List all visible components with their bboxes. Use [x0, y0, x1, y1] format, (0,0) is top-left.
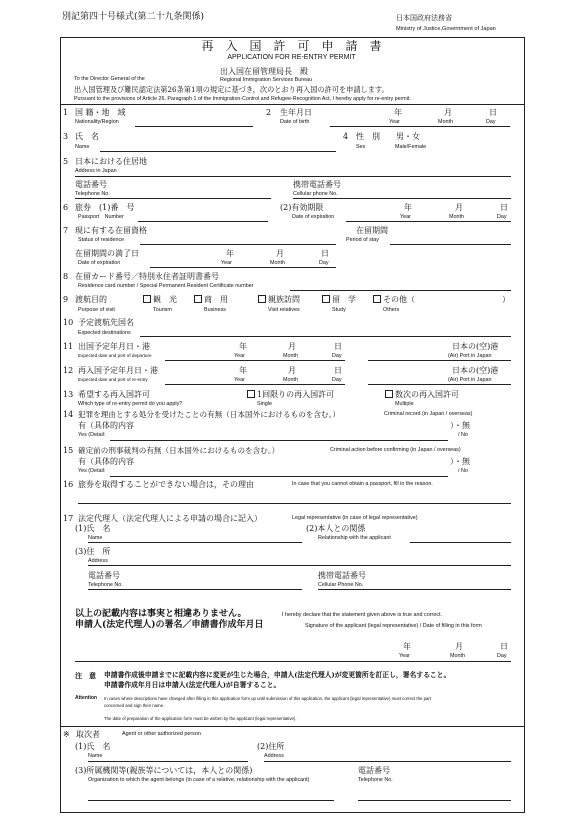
departure-port-input[interactable]	[368, 360, 511, 361]
departure-date-input[interactable]	[165, 360, 345, 361]
departure-label: 出国予定年月日・港	[78, 342, 150, 351]
legal-rep-relation-label: (2)本人との関係	[306, 524, 366, 533]
field-number: 1	[63, 108, 69, 117]
day-unit: 日	[489, 108, 497, 117]
field-number: 14	[63, 410, 74, 419]
legal-rep-address-label-en: Address	[88, 558, 108, 564]
legal-rep-tel-label: 電話番号	[88, 571, 120, 580]
passport-number-input[interactable]	[138, 221, 268, 222]
purpose-other-close: ）	[502, 295, 510, 304]
destination-label-en: Expected destinations	[78, 330, 131, 336]
agent-org-label-en: Organization to which the agent belongs (in case of a relative, relationship with the applicant)	[88, 777, 310, 783]
legal-rep-tel-input[interactable]	[88, 589, 302, 590]
year-unit-en: Year	[389, 119, 400, 125]
passport-number-label: 旅券 (1)番 号	[75, 203, 135, 212]
cellphone-input[interactable]	[293, 198, 511, 199]
intro-jp: 出入国管理及び難民認定法第26条第1項の規定に基づき，次のとおり再入国の許可を申請します。	[74, 85, 389, 94]
purpose-relatives-checkbox[interactable]: 親族訪問	[258, 295, 300, 304]
purpose-relatives-en: Visit relatives	[268, 307, 300, 313]
passport-expiry-label-en: Date of expiration	[292, 214, 335, 220]
month-unit: 月	[288, 342, 296, 351]
telephone-label-en: Telephone No.	[75, 191, 110, 197]
sex-options-en: Male/Female	[395, 144, 427, 150]
agent-tel-label-en: Telephone No.	[358, 777, 393, 783]
title-jp: 再 入 国 許 可 申 請 書	[201, 39, 382, 53]
single-permit-en: Single	[257, 401, 272, 407]
period-label: 在留期間	[356, 226, 388, 235]
pending-trial-label-en: Criminal action before confirming (in Japan / overseas)	[330, 447, 461, 453]
purpose-other-checkbox[interactable]: その他（	[373, 295, 415, 304]
legal-rep-name-label: (1)氏 名	[75, 524, 111, 533]
pending-trial-yes[interactable]: 有（具体的内容	[78, 457, 134, 466]
no-passport-reason-label-en: In case that you cannot obtain a passport, fill in the reason.	[292, 481, 433, 487]
reentry-date-input[interactable]	[165, 384, 345, 385]
reentry-port-label-en: (Air) Port in Japan	[448, 377, 492, 383]
purpose-study-en: Study	[332, 307, 346, 313]
pending-trial-label: 確定前の刑事裁判の有無（日本国外におけるものを含む。）	[78, 446, 280, 455]
destination-input[interactable]	[140, 336, 511, 337]
year-unit: 年	[239, 342, 247, 351]
day-unit-en: Day	[497, 214, 507, 220]
reentry-port-input[interactable]	[368, 384, 511, 385]
pending-trial-detail-input[interactable]	[110, 476, 448, 477]
field-number: 15	[63, 446, 74, 455]
field-number: 11	[63, 342, 74, 351]
passport-expiry-label: (2)有効期限	[280, 203, 324, 212]
field-number: 12	[63, 366, 74, 375]
permit-type-label-en: Which type of re-entry permit do you apply?	[78, 401, 183, 407]
telephone-input[interactable]	[75, 198, 271, 199]
pending-trial-yes-en: Yes (Detail:	[78, 468, 106, 474]
form-number: 別記第四十号様式(第二十九条関係)	[62, 12, 205, 22]
cellphone-label-en: Cellular phone No.	[293, 191, 338, 197]
address-label-en: Address in Japan	[75, 168, 117, 174]
field-number: 16	[63, 480, 74, 489]
criminal-record-label: 犯罪を理由とする処分を受けたことの有無（日本国外におけるものを含む。）	[78, 410, 340, 419]
name-label-en: Name	[75, 144, 90, 150]
field-number: 8	[63, 272, 69, 281]
legal-rep-address-label: (3)住 所	[75, 547, 111, 556]
agent-name-label: (1)氏 名	[75, 742, 111, 751]
passport-expiry-input[interactable]	[346, 221, 511, 222]
departure-port-label-en: (Air) Port in Japan	[448, 353, 492, 359]
criminal-record-yes[interactable]: 有（具体的内容	[78, 421, 134, 430]
month-unit: 月	[276, 249, 284, 258]
multiple-permit-checkbox[interactable]: 数次の再入国許可	[385, 390, 459, 399]
year-unit: 年	[226, 249, 234, 258]
day-unit: 日	[500, 642, 508, 651]
month-unit-en: Month	[450, 653, 465, 659]
day-unit-en: Day	[332, 353, 342, 359]
no-passport-reason-label: 旅券を取得することができない場合は，その理由	[78, 480, 254, 489]
year-unit-en: Year	[400, 214, 411, 220]
legal-rep-cell-label: 携帯電話番号	[318, 571, 366, 580]
legal-rep-label: 法定代理人（法定代理人による申請の場合に記入）	[78, 514, 262, 523]
criminal-record-detail-input[interactable]	[110, 440, 448, 441]
birthdate-input[interactable]	[330, 126, 510, 127]
day-unit-en: Day	[319, 260, 329, 266]
declaration-jp: 以上の記載内容は事実と相違ありません。	[75, 609, 247, 619]
day-unit: 日	[321, 249, 329, 258]
agent-mark: ※	[63, 730, 70, 739]
residence-card-label: 在留カード番号／特別永住者証明書番号	[75, 272, 219, 281]
legal-rep-name-label-en: Name	[88, 535, 103, 541]
legal-rep-cell-label-en: Cellular Phone No.	[318, 582, 364, 588]
criminal-record-no-en: / No	[458, 432, 468, 438]
legal-rep-name-input[interactable]	[88, 542, 302, 543]
legal-rep-address-input[interactable]	[88, 565, 511, 566]
agent-org-label: (3)所属機関等(親族等については，本人との関係)	[75, 766, 253, 775]
agent-label-en: Agent or other authorized person	[122, 731, 201, 737]
agent-name-input[interactable]	[88, 761, 248, 762]
period-input[interactable]	[390, 244, 511, 245]
day-unit: 日	[500, 203, 508, 212]
day-unit-en: Day	[486, 119, 496, 125]
addressee-jp: 出入国在留管理局長 殿	[220, 67, 308, 76]
notice-jp-1: 申請書作成後申請までに記載内容に変更が生じた場合，申請人(法定代理人)が変更箇所を訂正し，署名すること。	[104, 671, 451, 679]
day-unit: 日	[334, 342, 342, 351]
year-unit-en: Year	[234, 353, 245, 359]
month-unit-en: Month	[438, 119, 453, 125]
reentry-port-label: 日本の(空)港	[452, 366, 499, 375]
month-unit-en: Month	[270, 260, 285, 266]
addressee-bureau: Regional Immigration Services Bureau	[220, 77, 312, 83]
nationality-label-en: Nationality/Region	[75, 119, 119, 125]
purpose-business-en: Business	[204, 307, 226, 313]
agent-address-label: (2)住所	[257, 742, 285, 751]
expiration-input[interactable]	[150, 267, 336, 268]
field-number: 5	[63, 157, 69, 166]
criminal-record-label-en: Criminal record (in Japan / overseas)	[384, 411, 473, 417]
purpose-study-checkbox[interactable]: 留 学	[322, 295, 356, 304]
permit-type-label: 希望する再入国許可	[78, 390, 150, 399]
sex-options[interactable]: 男・女	[396, 132, 420, 141]
destination-label: 予定渡航先国名	[78, 318, 134, 327]
signature-label-en: Signature of the applicant (legal representative) / Date of filling in this form	[305, 623, 482, 629]
day-unit: 日	[334, 366, 342, 375]
purpose-tourism-checkbox[interactable]: 観 光	[143, 295, 177, 304]
birthdate-label-en: Date of birth	[280, 119, 310, 125]
month-unit: 月	[444, 108, 452, 117]
divider	[60, 726, 525, 727]
field-number: 10	[63, 318, 74, 327]
purpose-label-en: Purpose of visit	[78, 307, 115, 313]
field-number: 17	[63, 514, 74, 523]
month-unit-en: Month	[283, 353, 298, 359]
name-label: 氏 名	[75, 132, 99, 141]
nationality-label: 国 籍・地 域	[75, 108, 126, 117]
sex-label: 性 別	[356, 132, 380, 141]
single-permit-checkbox[interactable]: 1回限りの再入国許可	[247, 390, 334, 399]
pending-trial-no[interactable]: ）・無	[450, 457, 470, 466]
criminal-record-no[interactable]: ）・無	[450, 421, 470, 430]
addressee-to: To the Director General of the	[74, 76, 145, 82]
address-label: 日本における住居地	[75, 157, 147, 166]
no-passport-reason-input[interactable]	[78, 503, 511, 504]
divider	[60, 104, 525, 105]
intro-en: Pursuant to the provisions of Article 26, Paragraph 1 of the Immigration-Control and Refugee-Recognition Act, I hereby apply for re-entry permit.	[74, 96, 411, 102]
notice-jp-2: 申請書作成年月日は申請人(法定代理人)が自署すること。	[104, 681, 281, 689]
expiration-label-en: Date of expiration	[78, 260, 121, 266]
passport-number-label-en: Passport Number	[78, 214, 124, 220]
year-unit: 年	[239, 366, 247, 375]
expiration-label: 在留期間の満了日	[75, 249, 139, 258]
year-unit-en: Year	[399, 653, 410, 659]
month-unit: 月	[288, 366, 296, 375]
month-unit-en: Month	[449, 214, 464, 220]
legal-rep-tel-label-en: Telephone No.	[88, 582, 123, 588]
notice-en-2: concerned and sign their name.	[104, 703, 165, 708]
reentry-label: 再入国予定年月日・港	[78, 366, 158, 375]
departure-label-en: Expected date and port of departure	[78, 353, 152, 358]
month-unit: 月	[455, 203, 463, 212]
field-number: 3	[63, 132, 69, 141]
reentry-label-en: Expected date and port of re-entry	[78, 377, 148, 382]
legal-rep-cell-input[interactable]	[318, 589, 511, 590]
declaration-en: I hereby declare that the statement given above is true and correct.	[282, 612, 443, 618]
status-label-en: Status of residence	[78, 237, 125, 243]
address-input[interactable]	[75, 176, 511, 177]
legal-rep-label-en: Legal representative (in case of legal representative)	[292, 515, 418, 521]
field-number: 2	[266, 108, 272, 117]
pending-trial-no-en: / No	[458, 468, 468, 474]
agent-name-label-en: Name	[88, 753, 103, 759]
sex-label-en: Sex	[356, 144, 366, 150]
name-input[interactable]	[100, 151, 336, 152]
agent-tel-label: 電話番号	[358, 766, 390, 775]
legal-rep-relation-input[interactable]	[410, 542, 511, 543]
day-unit-en: Day	[332, 377, 342, 383]
residence-card-label-en: Residence card number / Special Permanent Resident Certificate number	[78, 283, 254, 289]
field-number: 4	[343, 132, 349, 141]
ministry-en: Ministry of Justice,Government of Japan	[396, 26, 496, 32]
year-unit-en: Year	[234, 377, 245, 383]
nationality-input[interactable]	[135, 126, 253, 127]
cellphone-label: 携帯電話番号	[293, 180, 341, 189]
field-number: 6	[63, 203, 69, 212]
signature-input[interactable]	[75, 661, 511, 662]
purpose-other-en: Others	[383, 307, 400, 313]
notice-label-en: Attention	[75, 695, 97, 701]
agent-label: 取次者	[76, 730, 100, 739]
telephone-label: 電話番号	[75, 180, 107, 189]
year-unit: 年	[394, 108, 402, 117]
field-number: 13	[63, 390, 74, 399]
notice-en-3: The date of preparation of the application form must be written by the applicant (legal representative).	[104, 716, 297, 721]
notice-label: 注 意	[75, 671, 96, 680]
status-input[interactable]	[140, 244, 336, 245]
birthdate-label: 生年月日	[280, 108, 312, 117]
field-number: 7	[63, 226, 69, 235]
field-number: 9	[63, 295, 69, 304]
agent-address-input[interactable]	[264, 761, 511, 762]
year-unit: 年	[403, 642, 411, 651]
period-label-en: Period of stay	[346, 237, 379, 243]
departure-port-label: 日本の(空)港	[452, 342, 499, 351]
purpose-label: 渡航目的	[75, 295, 107, 304]
ministry-jp: 日本国政府法務省	[396, 14, 452, 22]
agent-org-input[interactable]	[88, 800, 334, 801]
year-unit-en: Year	[221, 260, 232, 266]
notice-en-1: In cases where descriptions have changed after filling in this application form up until submission of this application, the applicant (legal representative) must correct the part	[104, 696, 431, 701]
signature-label: 申請人(法定代理人)の署名／申請書作成年月日	[75, 620, 264, 630]
agent-tel-input[interactable]	[358, 800, 511, 801]
month-unit: 月	[455, 642, 463, 651]
title-en: APPLICATION FOR RE-ENTRY PERMIT	[227, 54, 356, 61]
status-label: 現に有する在留資格	[75, 226, 147, 235]
purpose-business-checkbox[interactable]: 商 用	[194, 295, 228, 304]
legal-rep-relation-label-en: Relationship with the applicant	[318, 535, 391, 541]
agent-address-label-en: Address	[264, 753, 284, 759]
month-unit-en: Month	[283, 377, 298, 383]
purpose-tourism-en: Tourism	[153, 307, 172, 313]
multiple-permit-en: Multiple	[395, 401, 414, 407]
year-unit: 年	[404, 203, 412, 212]
criminal-record-yes-en: Yes (Detail:	[78, 432, 106, 438]
day-unit-en: Day	[497, 653, 507, 659]
residence-card-input[interactable]	[290, 290, 511, 291]
